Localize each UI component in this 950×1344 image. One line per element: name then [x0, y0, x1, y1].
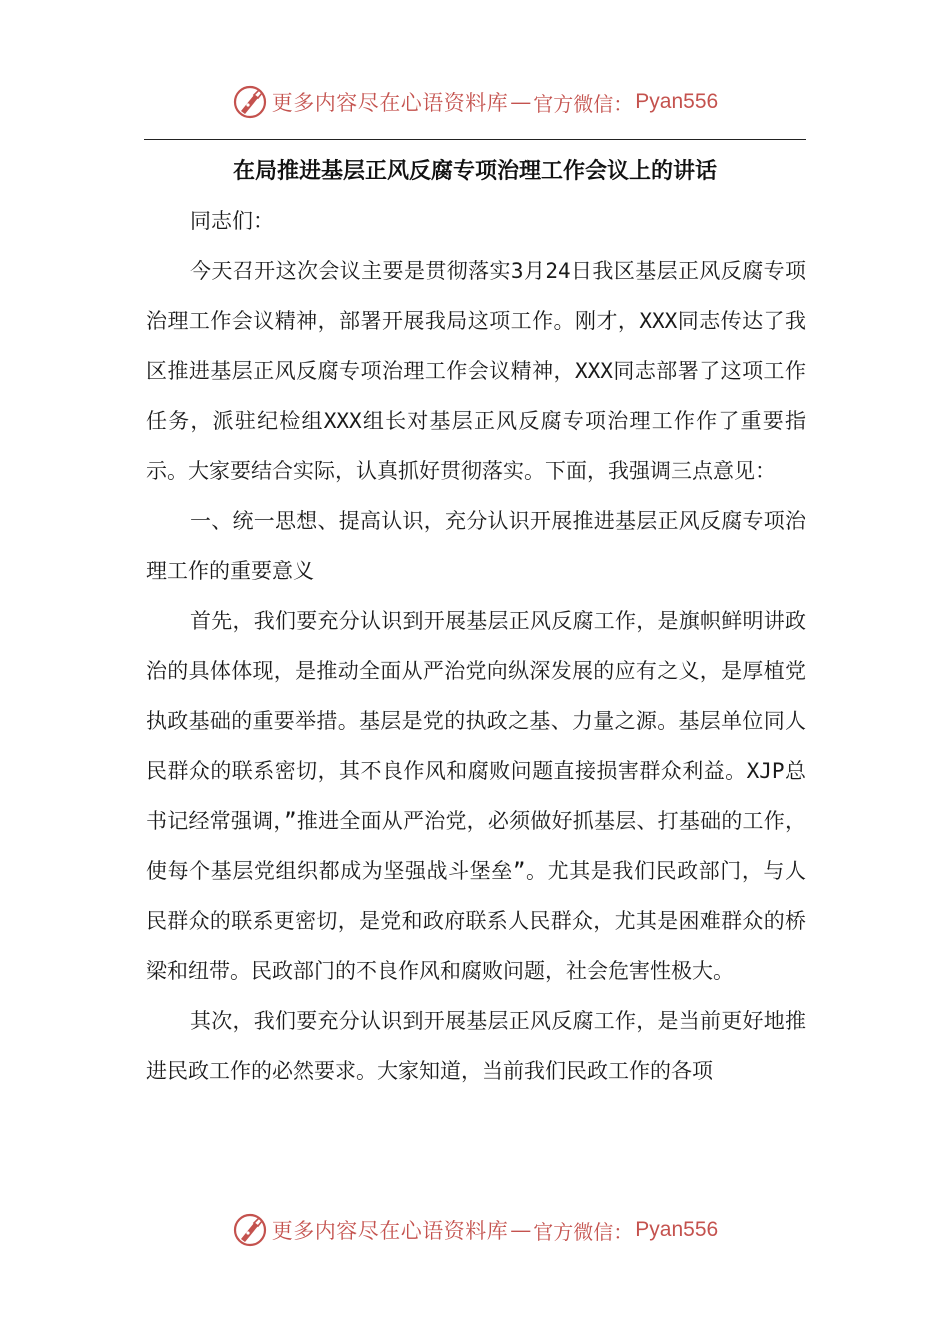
document-title: 在局推进基层正风反腐专项治理工作会议上的讲话: [232, 159, 717, 184]
body-paragraph: 今天召开这次会议主要是贯彻落实3月24日我区基层正风反腐专项治理工作会议精神，部署开展我局这项工作。刚才，XXX同志传达了我区推进基层正风反腐专项治理工作会议精神，XXX同志部署了这项工作任务，派驻纪检组XXX组长对基层正风反腐专项治理工作作了重要指示。大家要结合实际，认真抓好贯彻落实。下面，我强调三点意见：: [146, 259, 806, 483]
header-divider: [144, 139, 806, 140]
watermark-site-text: 更多内容尽在心语资料库: [271, 1219, 509, 1243]
footer-watermark-banner: [0, 1208, 950, 1252]
document-body: [146, 196, 806, 1096]
header-watermark-banner: [0, 80, 950, 124]
body-paragraph: 首先，我们要充分认识到开展基层正风反腐工作，是旗帜鲜明讲政治的具体体现，是推动全面从严治党向纵深发展的应有之义，是厚植党执政基础的重要举措。基层是党的执政之基、力量之源。基层单位同人民群众的联系密切，其不良作风和腐败问题直接损害群众利益。XJP总书记经常强调，”推进全面从严治党，必须做好抓基层、打基础的工作，使每个基层党组织都成为坚强战斗堡垒”。尤其是我们民政部门，与人民群众的联系更密切，是党和政府联系人民群众，尤其是困难群众的桥梁和纽带。民政部门的不良作风和腐败问题，社会危害性极大。: [146, 609, 806, 983]
watermark-wechat-label: 官方微信：: [533, 1219, 634, 1244]
watermark-wechat-id: Pyan556: [635, 1218, 719, 1241]
body-paragraph: 其次，我们要充分认识到开展基层正风反腐工作，是当前更好地推进民政工作的必然要求。大家知道，当前我们民政工作的各项: [146, 1009, 806, 1083]
watermark-separator: —: [510, 1218, 532, 1242]
watermark-wechat-label: 官方微信：: [533, 91, 634, 116]
pen-nib-logo-icon: [232, 84, 268, 120]
watermark-wechat-id: Pyan556: [635, 90, 719, 113]
salutation: 同志们：: [190, 209, 274, 233]
pen-nib-logo-icon: [232, 1212, 268, 1248]
watermark-site-text: 更多内容尽在心语资料库: [271, 91, 509, 115]
section-heading: 一、统一思想、提高认识，充分认识开展推进基层正风反腐专项治理工作的重要意义: [146, 509, 806, 583]
watermark-separator: —: [510, 90, 532, 114]
